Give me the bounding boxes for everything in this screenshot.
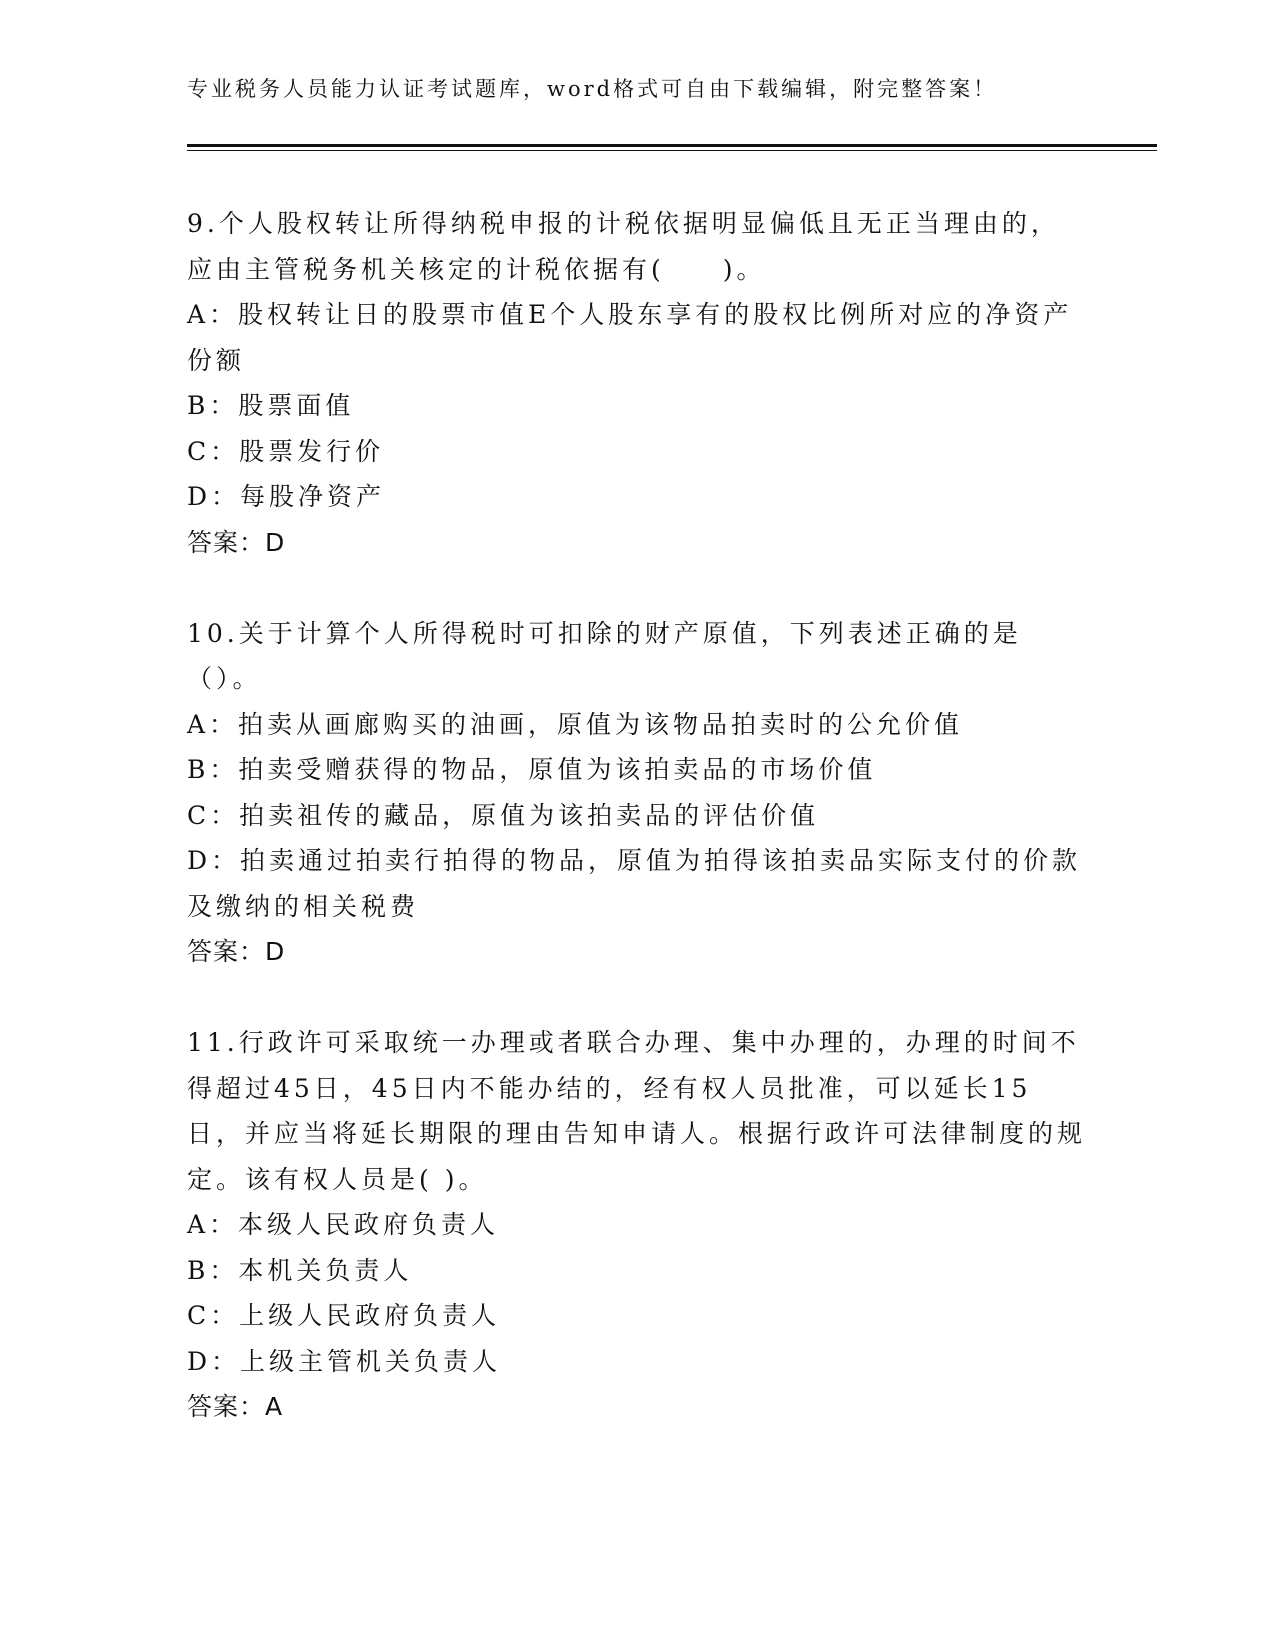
- option-b: B：本机关负责人: [187, 1255, 413, 1285]
- option-a: A：拍卖从画廊购买的油画，原值为该物品拍卖时的公允价值: [187, 709, 964, 739]
- question-stem: 11.行政许可采取统一办理或者联合办理、集中办理的，办理的时间不得超过45日，45日内不能办结的，经有权人员批准，可以延长15日，并应当将延长期限的理由告知申请人。根据行政许可法律制度的规定。该有权人员是( )。: [187, 1028, 1087, 1194]
- option-a: A：本级人民政府负责人: [187, 1210, 500, 1239]
- page-header: 专业税务人员能力认证考试题库，word格式可自由下载编辑，附完整答案！: [187, 77, 998, 101]
- option-c: C：上级人民政府负责人: [187, 1301, 501, 1330]
- answer: 答案：A: [187, 1392, 284, 1421]
- answer: 答案：D: [187, 937, 286, 966]
- question-spacer: [187, 975, 1087, 1021]
- question-11: [187, 1020, 1087, 1430]
- option-d: D：拍卖通过拍卖行拍得的物品，原值为拍得该拍卖品实际支付的价款及缴纳的相关税费: [187, 846, 1082, 921]
- option-a: A：股权转让日的股票市值E个人股东享有的股权比例所对应的净资产份额: [187, 300, 1073, 375]
- option-c: C：拍卖祖传的藏品，原值为该拍卖品的评估价值: [187, 800, 820, 830]
- option-b: B：股票面值: [187, 391, 355, 420]
- question-stem: 9.个人股权转让所得纳税申报的计税依据明显偏低且无正当理由的，应由主管税务机关核定的计税依据有( )。: [187, 209, 1060, 284]
- header-divider-thin: [187, 150, 1157, 151]
- header-divider-thick: [187, 144, 1157, 147]
- question-stem: 10.关于计算个人所得税时可扣除的财产原值，下列表述正确的是（）。: [187, 618, 1022, 693]
- question-10: [187, 611, 1087, 975]
- question-9: [187, 201, 1087, 565]
- option-d: D：上级主管机关负责人: [187, 1346, 502, 1376]
- question-spacer: [187, 565, 1087, 611]
- option-d: D：每股净资产: [187, 482, 386, 511]
- option-c: C：股票发行价: [187, 436, 385, 466]
- question-list: [187, 201, 1087, 1430]
- option-b: B：拍卖受赠获得的物品，原值为该拍卖品的市场价值: [187, 755, 877, 784]
- answer: 答案：D: [187, 527, 286, 557]
